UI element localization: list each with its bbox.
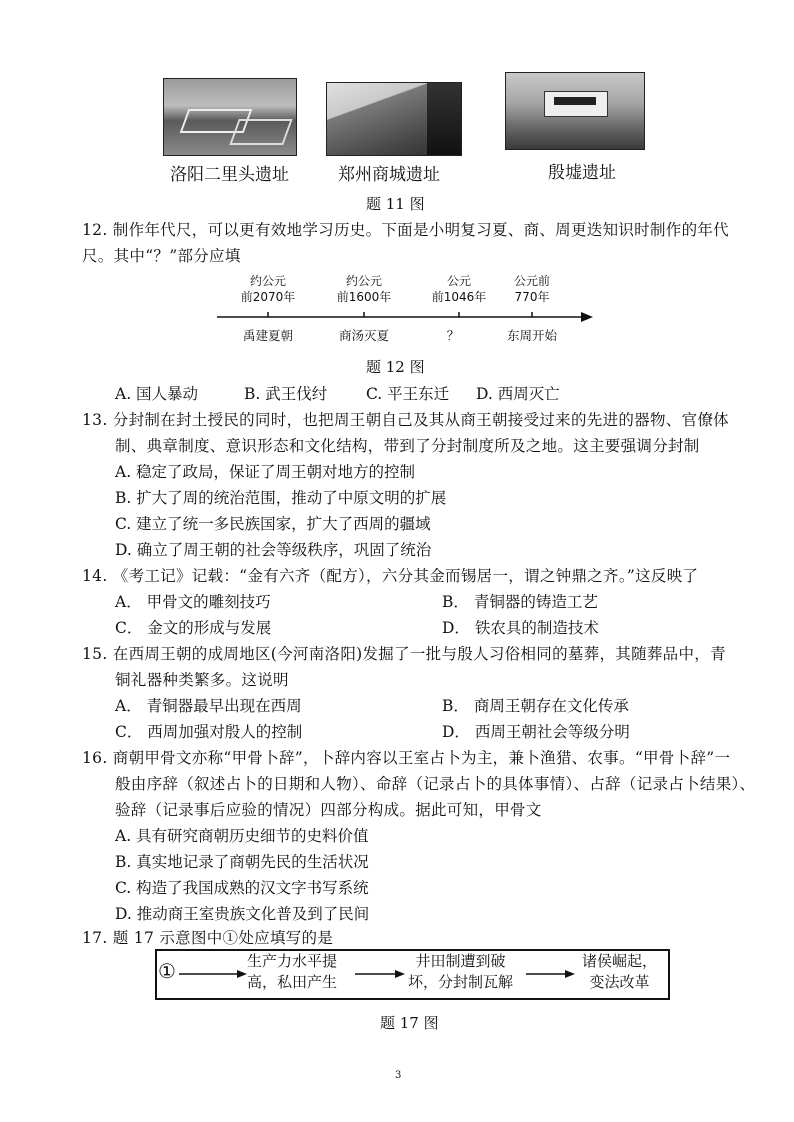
flow-step-3: 诸侯崛起， 变法改革 [582,952,658,991]
q14-option-d: D． 铁农具的制造技术 [442,619,599,637]
q14-option-a: A． 甲骨文的雕刻技巧 [115,593,271,611]
timeline-event-3: ？ [446,328,460,343]
q14-option-c: C． 金文的形成与发展 [115,619,272,637]
figure-11-caption: 题 11 图 [366,195,425,213]
q15-option-b: B． 商周王朝存在文化传承 [442,697,629,715]
q16-option-b: B. 真实地记录了商朝先民的生活状况 [115,853,369,871]
figure-12-caption: 题 12 图 [366,358,425,376]
timeline-axis [215,308,595,326]
yinxu-site-photo [505,72,645,150]
timeline-event-1: 禹建夏朝 [242,328,293,343]
timeline-event-4: 东周开始 [506,328,557,343]
q14-option-b: B． 青铜器的铸造工艺 [442,593,598,611]
photo-caption-yinxu: 殷墟遗址 [548,163,616,183]
q12-option-b: B. 武王伐纣 [244,385,328,403]
timeline-date-2: 约公元 前1600年 [336,274,392,304]
q15-stem-line1: 15. 在西周王朝的成周地区(今河南洛阳)发掘了一批与殷人习俗相同的墓葬，其随葬品中，青 [82,645,726,663]
q13-option-c: C. 建立了统一多民族国家，扩大了西周的疆域 [115,515,431,533]
q15-option-c: C． 西周加强对殷人的控制 [115,723,303,741]
q16-stem-line3: 验辞（记录事后应验的情况）四部分构成。据此可知，甲骨文 [115,801,542,819]
timeline-date-3: 公元 前1046年 [431,274,487,304]
q16-option-c: C. 构造了我国成熟的汉文字书写系统 [115,879,369,897]
q16-option-d: D. 推动商王室贵族文化普及到了民间 [115,905,370,923]
page-number: 3 [395,1070,402,1081]
figure-17-caption: 题 17 图 [380,1014,439,1032]
q13-stem-line2: 制、典章制度、意识形态和文化结构，带到了分封制度所及之地。这主要强调分封制 [115,437,700,455]
q13-stem-line1: 13. 分封制在封土授民的同时，也把周王朝自己及其从商王朝接受过来的先进的器物、官僚体 [82,411,729,429]
timeline-date-4: 公元前 770年 [513,274,550,304]
q16-option-a: A. 具有研究商朝历史细节的史料价值 [115,827,369,845]
zhengzhou-city-wall-photo [326,82,462,156]
q12-option-a: A. 国人暴动 [115,385,199,403]
q12-stem-line2: 尺。其中“？”部分应填 [82,247,241,265]
q13-option-d: D. 确立了周王朝的社会等级秩序，巩固了统治 [115,541,432,559]
q15-option-d: D． 西周王朝社会等级分明 [442,723,630,741]
q12-stem-line1: 12. 制作年代尺，可以更有效地学习历史。下面是小明复习夏、商、周更迭知识时制作的年代 [82,221,729,239]
timeline-event-2: 商汤灭夏 [338,328,389,343]
flow-step-1: 生产力水平提 高，私田产生 [247,952,338,991]
q15-option-a: A． 青铜器最早出现在西周 [115,697,302,715]
q17-stem-line1: 17. 题 17 示意图中①处应填写的是 [82,929,334,947]
timeline-date-1: 约公元 前2070年 [240,274,296,304]
q15-stem-line2: 铜礼器种类繁多。这说明 [115,671,289,689]
photo-caption-erlitou: 洛阳二里头遗址 [170,165,289,185]
flow-start-marker: ① [158,959,176,983]
q16-stem-line1: 16. 商朝甲骨文亦称“甲骨卜辞”，卜辞内容以王室占卜为主，兼卜渔猎、农事。“甲骨卜辞”一 [82,749,731,767]
erlitou-site-photo [163,78,297,156]
q12-option-c: C. 平王东迁 [366,385,450,403]
q13-option-a: A. 稳定了政局，保证了周王朝对地方的控制 [115,463,416,481]
q12-option-d: D. 西周灭亡 [476,385,560,403]
q13-option-b: B. 扩大了周的统治范围，推动了中原文明的扩展 [115,489,447,507]
photo-caption-zhengzhou: 郑州商城遗址 [338,165,440,185]
flow-step-2: 井田制遭到破 坏，分封制瓦解 [408,952,514,991]
q14-stem-line1: 14. 《考工记》记载：“金有六齐（配方），六分其金而锡居一，谓之钟鼎之齐。”这反映了 [82,567,699,585]
q16-stem-line2: 般由序辞（叙述占卜的日期和人物）、命辞（记录占卜的具体事情）、占辞（记录占卜结果）、 [115,775,756,793]
